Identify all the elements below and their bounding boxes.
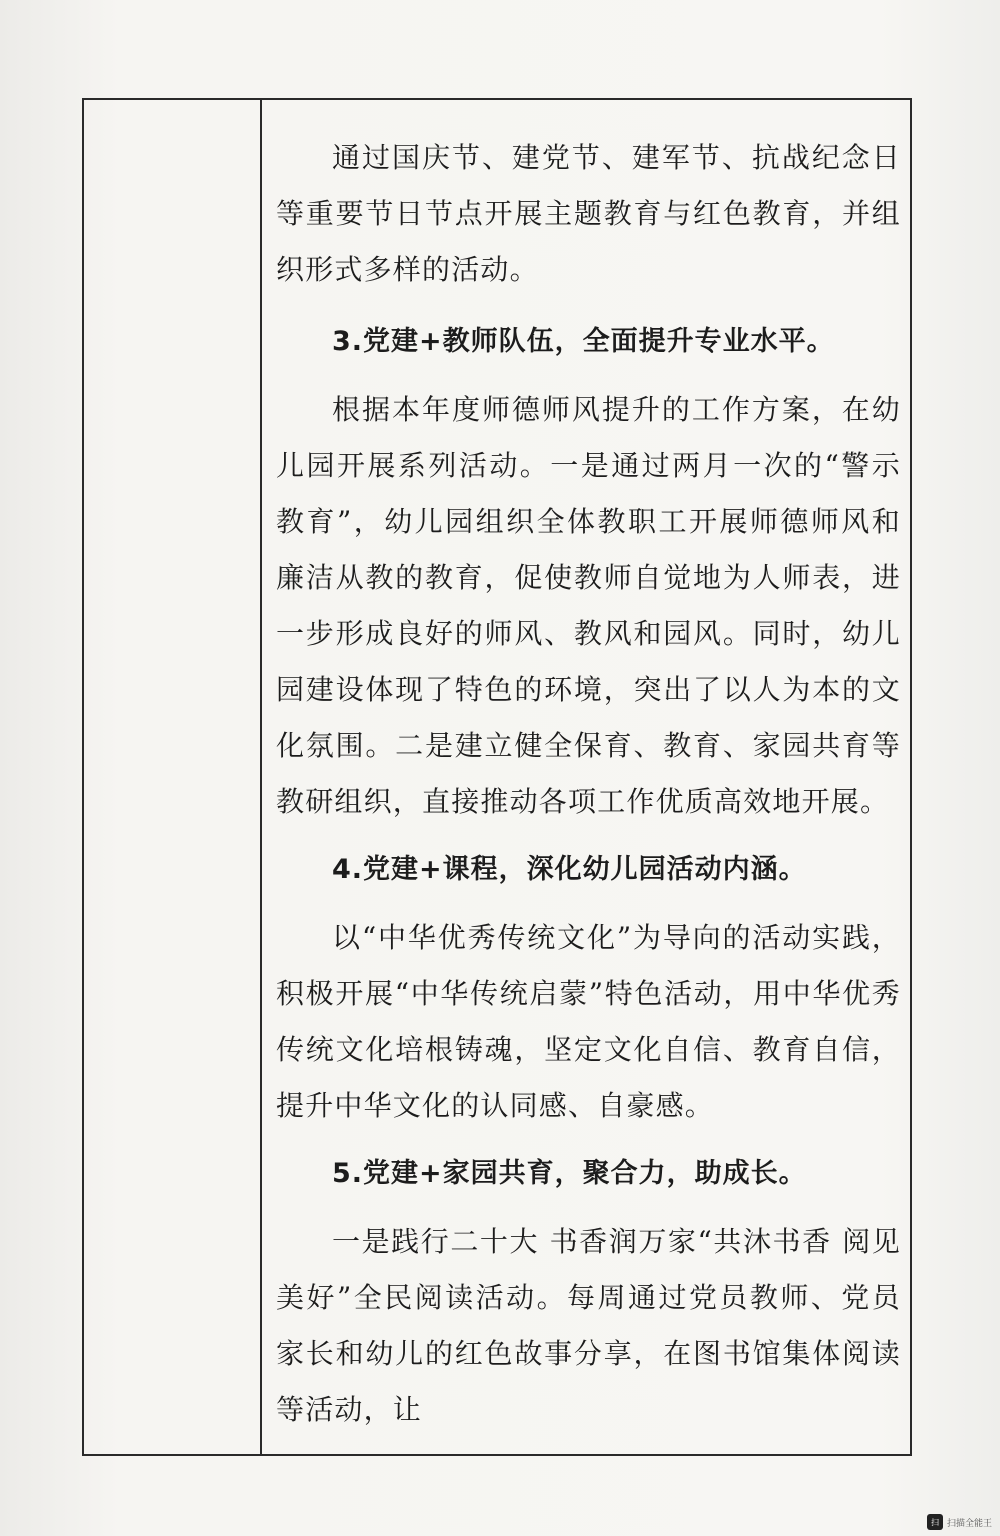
heading-curriculum: 4.党建+课程，深化幼儿园活动内涵。 bbox=[332, 854, 807, 885]
table-column-divider bbox=[260, 100, 262, 1454]
paragraph-holiday-education: 通过国庆节、建党节、建军节、抗战纪念日等重要节日节点开展主题教育与红色教育，并组织形式多样的活动。 bbox=[276, 141, 901, 286]
table-content-cell bbox=[276, 130, 901, 1438]
scanner-app-label: 扫描全能王 bbox=[946, 1518, 992, 1529]
paragraph-reading-activity: 一是践行二十大 书香润万家“共沐书香 阅见美好”全民阅读活动。每周通过党员教师、党员家长和幼儿的红色故事分享，在图书馆集体阅读等活动，让 bbox=[276, 1225, 901, 1426]
document-table bbox=[82, 98, 912, 1456]
heading-home-school: 5.党建+家园共育，聚合力，助成长。 bbox=[332, 1158, 807, 1189]
paragraph-teacher-ethics: 根据本年度师德师风提升的工作方案，在幼儿园开展系列活动。一是通过两月一次的“警示教育”，幼儿园组织全体教职工开展师德师风和廉洁从教的教育，促使教师自觉地为人师表，进一步形成良好的师风、教风和园风。同时，幼儿园建设体现了特色的环境，突出了以人为本的文化氛围。二是建立健全保育、教育、家园共育等教研组织，直接推动各项工作优质高效地开展。 bbox=[276, 393, 901, 818]
scanner-app-icon: 扫 bbox=[927, 1514, 943, 1530]
table-left-cell bbox=[84, 100, 260, 1454]
scanner-watermark bbox=[927, 1514, 992, 1530]
heading-teacher-team: 3.党建+教师队伍，全面提升专业水平。 bbox=[332, 326, 835, 357]
paragraph-traditional-culture: 以“中华优秀传统文化”为导向的活动实践，积极开展“中华传统启蒙”特色活动，用中华优秀传统文化培根铸魂，坚定文化自信、教育自信，提升中华文化的认同感、自豪感。 bbox=[276, 921, 902, 1122]
